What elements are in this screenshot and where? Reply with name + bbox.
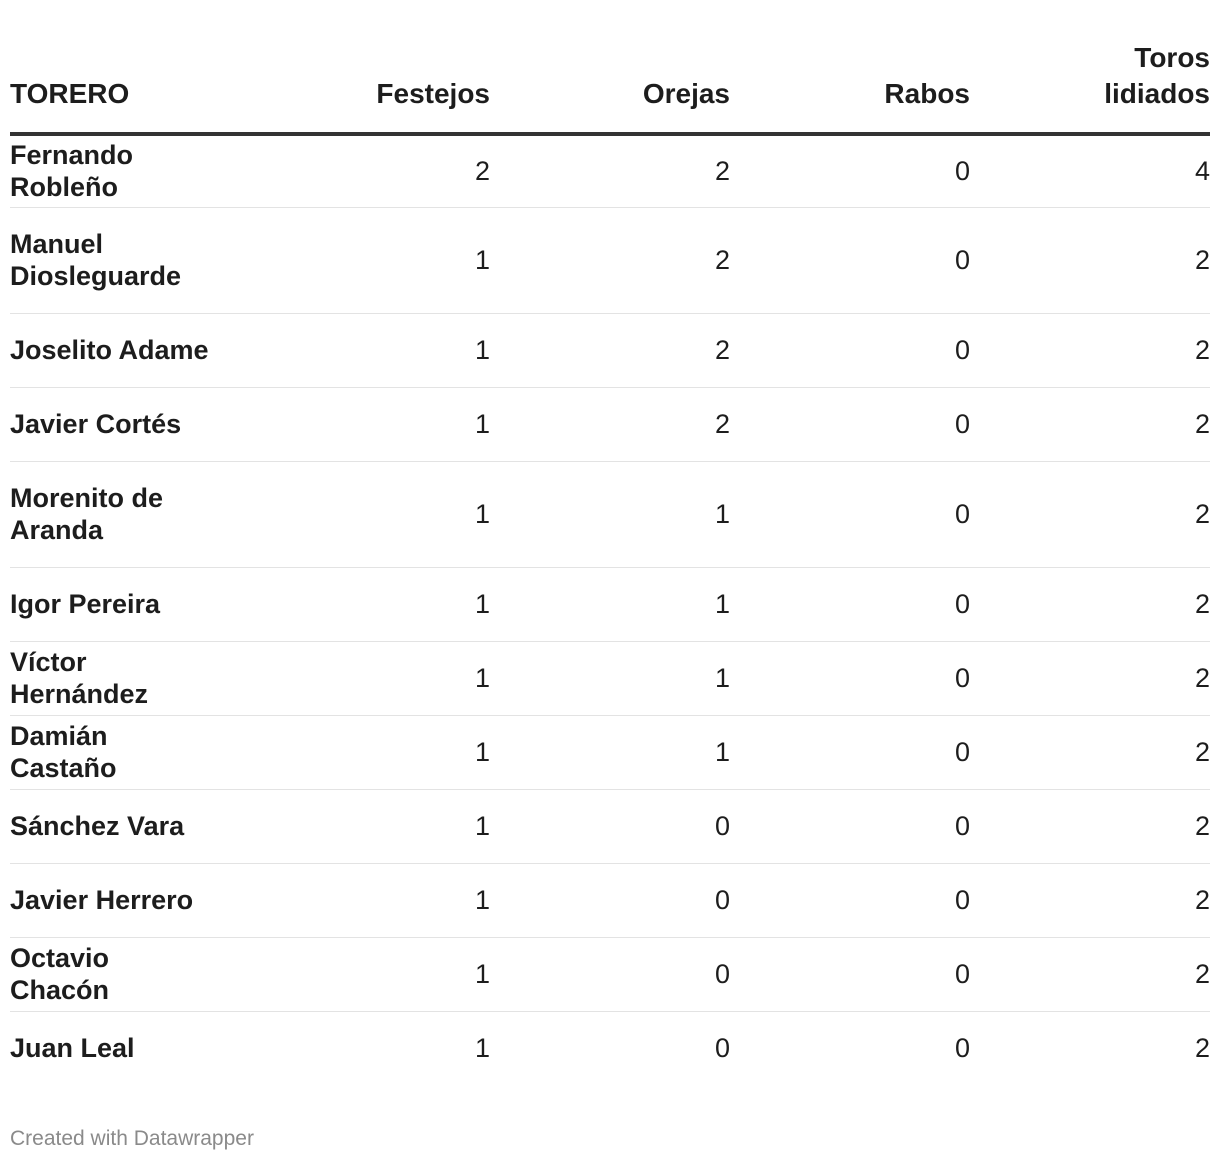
table-row — [10, 641, 1210, 715]
orejas-cell: 0 — [490, 789, 730, 863]
column-header-orejas[interactable]: Orejas — [490, 40, 730, 134]
toros-lidiados-cell: 4 — [970, 134, 1210, 207]
table-row — [10, 461, 1210, 567]
festejos-cell: 1 — [250, 313, 490, 387]
toros-lidiados-cell: 2 — [970, 641, 1210, 715]
table-row — [10, 863, 1210, 937]
torero-name-cell: Damián Castaño — [10, 715, 250, 789]
rabos-cell: 0 — [954, 1033, 970, 1064]
festejos-cell: 1 — [250, 387, 490, 461]
toros-lidiados-cell: 2 — [970, 207, 1210, 313]
orejas-cell: 0 — [490, 937, 730, 1011]
toros-lidiados-cell: 2 — [970, 387, 1210, 461]
toreros-table — [10, 40, 1210, 1085]
toros-lidiados-cell: 2 — [970, 715, 1210, 789]
torero-name-cell: Javier Cortés — [10, 387, 250, 461]
toros-lidiados-cell: 2 — [970, 313, 1210, 387]
rabos-cell: 0 — [730, 863, 970, 937]
table-row — [10, 1011, 1210, 1085]
torero-name-cell: Manuel Diosleguarde — [10, 207, 250, 313]
table-row — [10, 715, 1210, 789]
rabos-cell: 0 — [730, 789, 970, 863]
festejos-cell: 1 — [250, 641, 490, 715]
torero-name-cell: Javier Herrero — [10, 863, 250, 937]
festejos-cell: 1 — [250, 207, 490, 313]
table-row — [10, 207, 1210, 313]
torero-name-cell: Joselito Adame — [10, 313, 250, 387]
table-row — [10, 134, 1210, 207]
column-header-rabos[interactable]: Rabos — [730, 40, 970, 134]
festejos-cell: 1 — [250, 863, 490, 937]
torero-name-cell: Morenito de Aranda — [10, 461, 250, 567]
rabos-cell: 0 — [730, 387, 970, 461]
rabos-cell: 0 — [730, 134, 970, 207]
column-header-toros-lidiados[interactable]: Toros lidiados — [970, 40, 1210, 134]
orejas-cell: 0 — [490, 863, 730, 937]
rabos-cell: 0 — [730, 461, 970, 567]
orejas-cell: 2 — [490, 134, 730, 207]
torero-name-cell: Fernando Robleño — [10, 134, 250, 207]
column-header-torero[interactable]: TORERO — [10, 40, 250, 134]
orejas-cell: 1 — [490, 567, 730, 641]
rabos-cell: 0 — [730, 641, 970, 715]
orejas-cell: 2 — [490, 387, 730, 461]
festejos-cell: 1 — [474, 1033, 490, 1064]
festejos-cell: 1 — [250, 715, 490, 789]
orejas-cell: 1 — [490, 641, 730, 715]
toros-lidiados-cell: 2 — [1194, 1033, 1210, 1064]
torero-name-cell: Víctor Hernández — [10, 641, 250, 715]
orejas-cell: 2 — [490, 207, 730, 313]
festejos-cell: 1 — [250, 789, 490, 863]
toros-lidiados-cell: 2 — [970, 937, 1210, 1011]
table-row — [10, 937, 1210, 1011]
toros-lidiados-cell: 2 — [970, 789, 1210, 863]
rabos-cell: 0 — [730, 715, 970, 789]
table-row — [10, 567, 1210, 641]
datawrapper-credit: Created with Datawrapper — [10, 1127, 254, 1150]
table-row — [10, 387, 1210, 461]
torero-name-cell: Juan Leal — [10, 1033, 135, 1064]
torero-name-cell: Sánchez Vara — [10, 789, 250, 863]
rabos-cell: 0 — [730, 937, 970, 1011]
table-row — [10, 313, 1210, 387]
table-body — [10, 134, 1210, 1085]
column-header-festejos[interactable]: Festejos — [250, 40, 490, 134]
table-row — [10, 789, 1210, 863]
orejas-cell: 0 — [714, 1033, 730, 1064]
toros-lidiados-cell: 2 — [970, 863, 1210, 937]
rabos-cell: 0 — [730, 313, 970, 387]
rabos-cell: 0 — [730, 207, 970, 313]
torero-name-cell: Octavio Chacón — [10, 937, 250, 1011]
rabos-cell: 0 — [730, 567, 970, 641]
toros-lidiados-cell: 2 — [970, 461, 1210, 567]
festejos-cell: 1 — [250, 461, 490, 567]
toros-lidiados-cell: 2 — [970, 567, 1210, 641]
orejas-cell: 1 — [490, 715, 730, 789]
data-table-container — [10, 40, 1210, 1085]
orejas-cell: 2 — [490, 313, 730, 387]
table-header-row — [10, 40, 1210, 134]
festejos-cell: 1 — [250, 937, 490, 1011]
torero-name-cell: Igor Pereira — [10, 567, 250, 641]
festejos-cell: 1 — [250, 567, 490, 641]
orejas-cell: 1 — [490, 461, 730, 567]
festejos-cell: 2 — [250, 134, 490, 207]
